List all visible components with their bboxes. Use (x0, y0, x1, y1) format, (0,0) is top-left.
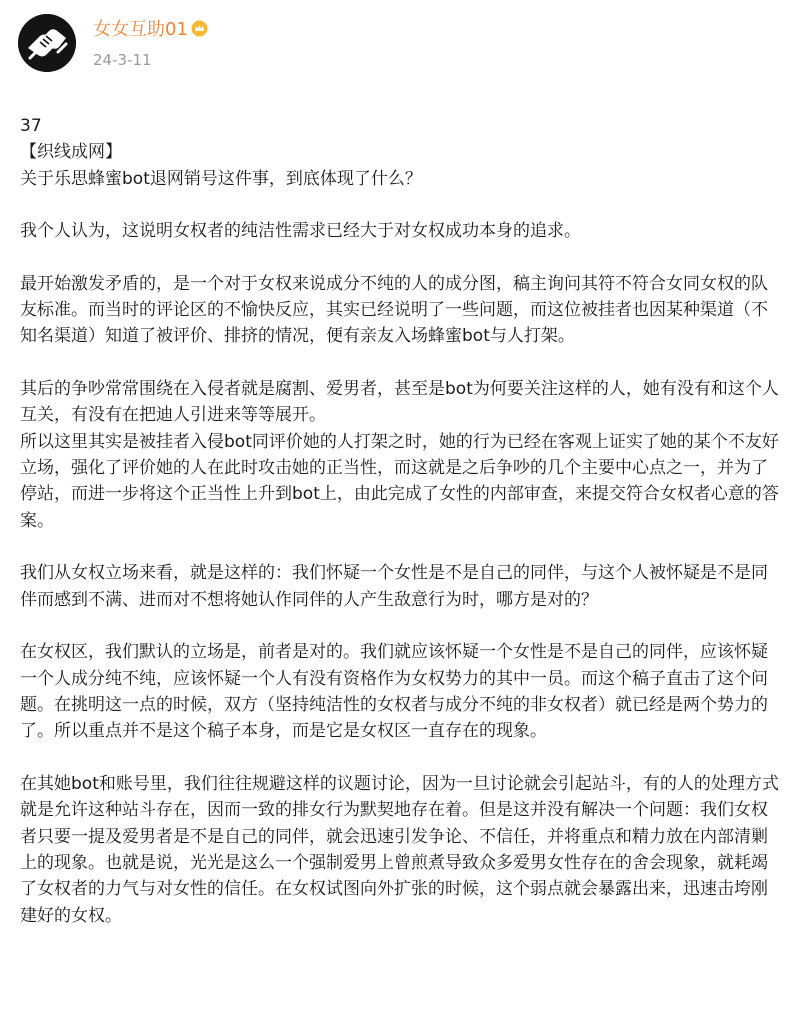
crown-badge-icon (191, 20, 208, 44)
paragraph: 在其她bot和账号里，我们往往规避这样的议题讨论，因为一旦讨论就会引起站斗，有的人的处理方式就是允许这种站斗存在，因而一致的排女行为默契地存在着。但是这并没有解决一个问题：我们女权者只要一提及爱男者是不是自己的同伴，就会迅速引发争论、不信任，并将重点和精力放在内部清剿上的现象。也就是说，光光是这么一个强制爱男上曾煎煮导致众多爱男女性存在的舍会现象，就耗竭了女权者的力气与对女性的信任。在女权试图向外扩张的时候，这个弱点就会暴露出来，迅速击垮刚建好的女权。 (20, 773, 779, 926)
paragraph: 所以这里其实是被挂者入侵bot同评价她的人打架之时，她的行为已经在客观上证实了她的某个不友好立场，强化了评价她的人在此时攻击她的正当性，而这就是之后争吵的几个主要中心点之一，并为了停站，而进一步将这个正当性上升到bot上，由此完成了女性的内部审查，来提交符合女权者心意的答案。 (20, 431, 779, 531)
post-tag: 【织线成网】 (20, 142, 122, 163)
paragraph: 其后的争吵常常围绕在入侵者就是腐割、爱男者，甚至是bot为何要关注这样的人，她有没有和这个人互关，有没有在把迪人引进来等等展开。 (20, 378, 779, 426)
paragraph: 我个人认为，这说明女权者的纯洁性需求已经大于对女权成功本身的追求。 (20, 221, 581, 242)
author-name[interactable] (93, 18, 208, 44)
paragraph: 我们从女权立场来看，就是这样的：我们怀疑一个女性是不是自己的同伴，与这个人被怀疑是不是同伴而感到不满、进而对不想将她认作同伴的人产生敌意行为时，哪方是对的？ (20, 563, 768, 610)
handshake-logo-icon (18, 14, 76, 72)
post-title: 关于乐思蜂蜜bot退网销号这件事，到底体现了什么？ (20, 168, 422, 189)
post-header (18, 14, 778, 74)
post-number: 37 (20, 116, 42, 136)
author-name-text[interactable]: 女女互助01 (93, 19, 188, 40)
post-content (20, 113, 782, 955)
post-date: 24-3-11 (93, 51, 152, 69)
paragraph: 在女权区，我们默认的立场是，前者是对的。我们就应该怀疑一个女性是不是自己的同伴，应该怀疑一个人成分纯不纯，应该怀疑一个人有没有资格作为女权势力的其中一员。而这个稿子直击了这个问题。在挑明这一点的时候，双方（坚持纯洁性的女权者与成分不纯的非女权者）就已经是两个势力的了。所以重点并不是这个稿子本身，而是它是女权区一直存在的现象。 (20, 642, 768, 742)
paragraph: 最开始激发矛盾的，是一个对于女权来说成分不纯的人的成分图，稿主询问其符不符合女同女权的队友标准。而当时的评论区的不愉快反应，其实已经说明了一些问题，而这位被挂者也因某种渠道（不知名渠道）知道了被评价、排挤的情况，便有亲友入场蜂蜜bot与人打架。 (20, 273, 768, 347)
avatar[interactable] (18, 14, 76, 72)
